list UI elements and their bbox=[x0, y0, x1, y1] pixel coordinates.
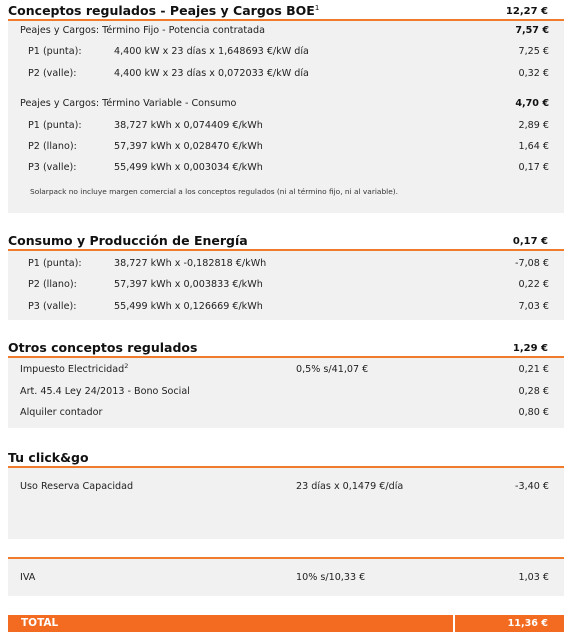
section-title-otros: Otros conceptos regulados bbox=[8, 340, 198, 355]
row-label: P2 (llano): bbox=[28, 278, 77, 290]
row-value: 0,80 € bbox=[518, 406, 549, 418]
row-value: 7,25 € bbox=[518, 45, 549, 57]
row-desc: 0,5% s/41,07 € bbox=[296, 363, 369, 375]
table-row bbox=[20, 384, 549, 398]
section-amount-peajes: 12,27 € bbox=[505, 6, 548, 17]
row-value: -7,08 € bbox=[515, 257, 549, 269]
row-value: 1,64 € bbox=[518, 140, 549, 152]
row-label: P1 (punta): bbox=[28, 119, 82, 131]
subsection-title: Peajes y Cargos: Término Fijo - Potencia contratada bbox=[20, 24, 266, 36]
row-desc: 55,499 kWh x 0,003034 €/kWh bbox=[114, 161, 263, 173]
total-value: 11,36 € bbox=[507, 618, 548, 629]
section-title-clickgo: Tu click&go bbox=[8, 450, 89, 465]
subsection-fijo bbox=[20, 23, 549, 37]
row-desc: 38,727 kWh x 0,074409 €/kWh bbox=[114, 119, 263, 131]
section-title-consumo: Consumo y Producción de Energía bbox=[8, 233, 248, 248]
row-desc: 57,397 kWh x 0,003833 €/kWh bbox=[114, 278, 263, 290]
row-label: P2 (valle): bbox=[28, 67, 77, 79]
row-value: 7,03 € bbox=[518, 300, 549, 312]
table-row bbox=[28, 160, 549, 174]
table-row bbox=[20, 405, 549, 419]
row-label: P3 (valle): bbox=[28, 161, 77, 173]
table-row bbox=[20, 362, 549, 376]
row-label: Alquiler contador bbox=[20, 406, 103, 418]
total-separator bbox=[453, 615, 455, 632]
table-row bbox=[28, 118, 549, 132]
table-row bbox=[28, 139, 549, 153]
row-value: 0,21 € bbox=[518, 363, 549, 375]
section-amount-otros: 1,29 € bbox=[512, 343, 548, 354]
subsection-title: Peajes y Cargos: Término Variable - Consumo bbox=[20, 97, 237, 109]
row-value: 0,32 € bbox=[518, 67, 549, 79]
row-desc: 38,727 kWh x -0,182818 €/kWh bbox=[114, 257, 267, 269]
disclaimer-note: Solarpack no incluye margen comercial a los conceptos regulados (ni al término fijo, ni al variable). bbox=[30, 187, 398, 196]
row-desc: 23 días x 0,1479 €/día bbox=[296, 480, 404, 492]
row-value: 0,22 € bbox=[518, 278, 549, 290]
section-header-peajes bbox=[8, 0, 564, 18]
subsection-variable bbox=[20, 96, 549, 110]
subsection-amount: 7,57 € bbox=[515, 24, 549, 36]
table-row bbox=[28, 299, 549, 313]
section-title-peajes: Conceptos regulados - Peajes y Cargos BOE$^1$ bbox=[8, 3, 320, 18]
row-label: Art. 45.4 Ley 24/2013 - Bono Social bbox=[20, 385, 190, 397]
row-label: P1 (punta): bbox=[28, 257, 82, 269]
row-label: IVA bbox=[20, 571, 36, 583]
footnote-marker: 2 bbox=[124, 362, 129, 371]
footnote-marker: 1 bbox=[314, 3, 320, 12]
row-value: 1,03 € bbox=[518, 571, 549, 583]
table-row-iva bbox=[20, 570, 549, 584]
section-header-clickgo bbox=[8, 447, 564, 465]
subsection-amount: 4,70 € bbox=[515, 97, 549, 109]
row-label: P2 (llano): bbox=[28, 140, 77, 152]
row-value: 2,89 € bbox=[518, 119, 549, 131]
section-header-consumo bbox=[8, 230, 564, 248]
table-row bbox=[28, 277, 549, 291]
row-desc: 4,400 kW x 23 días x 1,648693 €/kW día bbox=[114, 45, 309, 57]
row-label: Uso Reserva Capacidad bbox=[20, 480, 134, 492]
row-value: -3,40 € bbox=[515, 480, 549, 492]
row-value: 0,28 € bbox=[518, 385, 549, 397]
row-label: P1 (punta): bbox=[28, 45, 82, 57]
section-amount-consumo: 0,17 € bbox=[512, 236, 548, 247]
table-row bbox=[28, 44, 549, 58]
section-header-otros bbox=[8, 337, 564, 355]
row-label: P3 (valle): bbox=[28, 300, 77, 312]
row-desc: 55,499 kWh x 0,126669 €/kWh bbox=[114, 300, 263, 312]
row-desc: 57,397 kWh x 0,028470 €/kWh bbox=[114, 140, 263, 152]
total-bar bbox=[8, 615, 564, 632]
row-value: 0,17 € bbox=[518, 161, 549, 173]
table-row bbox=[28, 66, 549, 80]
total-label: TOTAL bbox=[21, 617, 59, 629]
table-row bbox=[28, 256, 549, 270]
row-desc: 4,400 kW x 23 días x 0,072033 €/kW día bbox=[114, 67, 309, 79]
table-row bbox=[20, 479, 549, 493]
row-desc: 10% s/10,33 € bbox=[296, 571, 366, 583]
row-label: Impuesto Electricidad$^2$ bbox=[20, 362, 129, 376]
